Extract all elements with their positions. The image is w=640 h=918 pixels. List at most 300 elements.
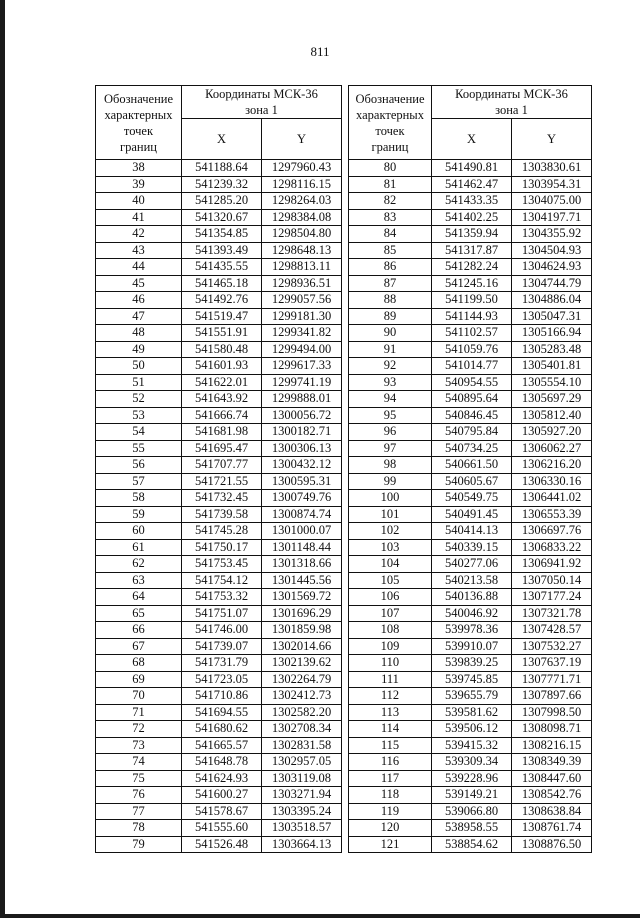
table-row: [349, 209, 592, 226]
x-coordinate-cell: 541317.87: [432, 242, 512, 259]
table-row: [349, 638, 592, 655]
table-row: [349, 457, 592, 474]
y-coordinate-cell: 1301000.07: [262, 523, 342, 540]
point-number-cell: 96: [349, 424, 432, 441]
point-label-line: точек: [123, 123, 154, 138]
page-number: 811: [310, 44, 330, 59]
y-coordinate-cell: 1299494.00: [262, 341, 342, 358]
point-number-cell: 66: [96, 622, 182, 639]
table-row: [96, 374, 342, 391]
point-number-cell: 110: [349, 655, 432, 672]
table-row: [96, 770, 342, 787]
y-coordinate-cell: 1306553.39: [512, 506, 592, 523]
table-row: [96, 556, 342, 573]
point-number-cell: 73: [96, 737, 182, 754]
point-number-cell: 50: [96, 358, 182, 375]
point-number-cell: 72: [96, 721, 182, 738]
point-number-cell: 38: [96, 160, 182, 177]
point-number-cell: 95: [349, 407, 432, 424]
x-coordinate-cell: 541580.48: [182, 341, 262, 358]
x-coordinate-cell: 540414.13: [432, 523, 512, 540]
table-row: [96, 754, 342, 771]
coords-title-line2: зона 1: [495, 103, 528, 117]
table-row: [96, 737, 342, 754]
x-coordinate-cell: 541681.98: [182, 424, 262, 441]
y-coordinate-cell: 1297960.43: [262, 160, 342, 177]
point-number-cell: 83: [349, 209, 432, 226]
point-number-cell: 94: [349, 391, 432, 408]
y-coordinate-cell: 1308761.74: [512, 820, 592, 837]
point-number-cell: 99: [349, 473, 432, 490]
point-number-cell: 108: [349, 622, 432, 639]
table-row: [96, 341, 342, 358]
x-coordinate-cell: 541492.76: [182, 292, 262, 309]
x-coordinate-cell: 540277.06: [432, 556, 512, 573]
coordinates-table-left: [95, 85, 342, 853]
x-coordinate-cell: 541402.25: [432, 209, 512, 226]
point-number-cell: 47: [96, 308, 182, 325]
x-coordinate-cell: 538854.62: [432, 836, 512, 853]
point-number-cell: 100: [349, 490, 432, 507]
y-coordinate-cell: 1303119.08: [262, 770, 342, 787]
table-row: [96, 259, 342, 276]
x-coordinate-cell: 541753.45: [182, 556, 262, 573]
x-coordinate-cell: 541750.17: [182, 539, 262, 556]
x-coordinate-cell: 540339.15: [432, 539, 512, 556]
coords-title-header: [432, 86, 592, 119]
y-coordinate-cell: 1303271.94: [262, 787, 342, 804]
x-coordinate-cell: 541710.86: [182, 688, 262, 705]
y-coordinate-cell: 1304624.93: [512, 259, 592, 276]
x-coordinate-cell: 540734.25: [432, 440, 512, 457]
point-number-cell: 62: [96, 556, 182, 573]
y-coordinate-cell: 1307177.24: [512, 589, 592, 606]
table-row: [96, 539, 342, 556]
table-row: [96, 242, 342, 259]
x-coordinate-cell: 539581.62: [432, 704, 512, 721]
point-number-cell: 69: [96, 671, 182, 688]
x-coordinate-cell: 541285.20: [182, 193, 262, 210]
point-number-cell: 103: [349, 539, 432, 556]
x-coordinate-cell: 541601.93: [182, 358, 262, 375]
point-number-cell: 89: [349, 308, 432, 325]
point-number-cell: 40: [96, 193, 182, 210]
point-label-line: точек: [375, 123, 405, 138]
x-coordinate-cell: 539745.85: [432, 671, 512, 688]
x-coordinate-cell: 541746.00: [182, 622, 262, 639]
point-number-cell: 68: [96, 655, 182, 672]
table-row: [96, 638, 342, 655]
table-row: [349, 226, 592, 243]
x-coordinate-cell: 541666.74: [182, 407, 262, 424]
point-number-cell: 116: [349, 754, 432, 771]
y-coordinate-cell: 1307532.27: [512, 638, 592, 655]
x-coordinate-cell: 540213.58: [432, 572, 512, 589]
y-coordinate-cell: 1305283.48: [512, 341, 592, 358]
table-row: [349, 671, 592, 688]
table-row: [349, 589, 592, 606]
point-number-cell: 86: [349, 259, 432, 276]
table-row: [96, 704, 342, 721]
table-row: [349, 374, 592, 391]
x-coordinate-cell: 541721.55: [182, 473, 262, 490]
y-coordinate-cell: 1305047.31: [512, 308, 592, 325]
column-y-header: Y: [512, 119, 592, 160]
table-row: [349, 407, 592, 424]
point-number-cell: 74: [96, 754, 182, 771]
table-row: [96, 440, 342, 457]
y-coordinate-cell: 1302708.34: [262, 721, 342, 738]
coordinates-table-right: [348, 85, 592, 853]
table-row: [349, 341, 592, 358]
table-row: [96, 209, 342, 226]
x-coordinate-cell: 541354.85: [182, 226, 262, 243]
table-row: [349, 605, 592, 622]
x-coordinate-cell: 540136.88: [432, 589, 512, 606]
x-coordinate-cell: 541745.28: [182, 523, 262, 540]
table-row: [96, 655, 342, 672]
x-coordinate-cell: 541199.50: [432, 292, 512, 309]
table-row: [349, 490, 592, 507]
point-number-cell: 78: [96, 820, 182, 837]
y-coordinate-cell: 1305697.29: [512, 391, 592, 408]
table-row: [96, 688, 342, 705]
y-coordinate-cell: 1298648.13: [262, 242, 342, 259]
point-number-cell: 117: [349, 770, 432, 787]
table-row: [96, 622, 342, 639]
x-coordinate-cell: 541739.58: [182, 506, 262, 523]
point-number-cell: 104: [349, 556, 432, 573]
x-coordinate-cell: 539910.07: [432, 638, 512, 655]
y-coordinate-cell: 1305927.20: [512, 424, 592, 441]
table-row: [96, 572, 342, 589]
point-number-cell: 64: [96, 589, 182, 606]
point-number-cell: 42: [96, 226, 182, 243]
y-coordinate-cell: 1304744.79: [512, 275, 592, 292]
point-number-cell: 121: [349, 836, 432, 853]
x-coordinate-cell: 541014.77: [432, 358, 512, 375]
point-label-line: Обозначение: [355, 91, 425, 106]
x-coordinate-cell: 541753.32: [182, 589, 262, 606]
table-row: [349, 539, 592, 556]
point-number-cell: 85: [349, 242, 432, 259]
y-coordinate-cell: 1298116.15: [262, 176, 342, 193]
table-row: [349, 259, 592, 276]
point-number-cell: 109: [349, 638, 432, 655]
table-row: [349, 523, 592, 540]
point-label-line: границ: [371, 139, 409, 154]
table-row: [349, 193, 592, 210]
x-coordinate-cell: 539655.79: [432, 688, 512, 705]
x-coordinate-cell: 541624.93: [182, 770, 262, 787]
y-coordinate-cell: 1307428.57: [512, 622, 592, 639]
table-row: [96, 803, 342, 820]
y-coordinate-cell: 1308638.84: [512, 803, 592, 820]
point-number-cell: 81: [349, 176, 432, 193]
x-coordinate-cell: 541555.60: [182, 820, 262, 837]
table-row: [349, 506, 592, 523]
table-row: [349, 655, 592, 672]
y-coordinate-cell: 1302957.05: [262, 754, 342, 771]
point-number-cell: 67: [96, 638, 182, 655]
point-number-cell: 76: [96, 787, 182, 804]
column-y-header: Y: [262, 119, 342, 160]
table-row: [96, 457, 342, 474]
column-x-header: X: [432, 119, 512, 160]
table-row: [96, 589, 342, 606]
x-coordinate-cell: 539309.34: [432, 754, 512, 771]
point-number-cell: 91: [349, 341, 432, 358]
point-number-cell: 57: [96, 473, 182, 490]
x-coordinate-cell: 541731.79: [182, 655, 262, 672]
y-coordinate-cell: 1300595.31: [262, 473, 342, 490]
x-coordinate-cell: 540954.55: [432, 374, 512, 391]
y-coordinate-cell: 1302139.62: [262, 655, 342, 672]
table-row: [96, 391, 342, 408]
y-coordinate-cell: 1306216.20: [512, 457, 592, 474]
y-coordinate-cell: 1302582.20: [262, 704, 342, 721]
x-coordinate-cell: 541643.92: [182, 391, 262, 408]
table-row: [96, 275, 342, 292]
y-coordinate-cell: 1307771.71: [512, 671, 592, 688]
y-coordinate-cell: 1303395.24: [262, 803, 342, 820]
scan-edge-left: [0, 0, 5, 918]
point-number-cell: 46: [96, 292, 182, 309]
y-coordinate-cell: 1298936.51: [262, 275, 342, 292]
x-coordinate-cell: 540605.67: [432, 473, 512, 490]
point-number-cell: 115: [349, 737, 432, 754]
table-row: [96, 506, 342, 523]
y-coordinate-cell: 1298384.08: [262, 209, 342, 226]
point-label-line: Обозначение: [103, 91, 174, 106]
point-number-cell: 107: [349, 605, 432, 622]
y-coordinate-cell: 1299888.01: [262, 391, 342, 408]
table-row: [96, 176, 342, 193]
point-label-header: [96, 86, 182, 160]
y-coordinate-cell: 1303830.61: [512, 160, 592, 177]
x-coordinate-cell: 540549.75: [432, 490, 512, 507]
y-coordinate-cell: 1308098.71: [512, 721, 592, 738]
y-coordinate-cell: 1303664.13: [262, 836, 342, 853]
table-row: [349, 440, 592, 457]
y-coordinate-cell: 1308216.15: [512, 737, 592, 754]
point-number-cell: 59: [96, 506, 182, 523]
point-number-cell: 79: [96, 836, 182, 853]
y-coordinate-cell: 1301445.56: [262, 572, 342, 589]
point-number-cell: 113: [349, 704, 432, 721]
x-coordinate-cell: 541433.35: [432, 193, 512, 210]
x-coordinate-cell: 541393.49: [182, 242, 262, 259]
point-label-line: границ: [120, 139, 157, 154]
point-number-cell: 84: [349, 226, 432, 243]
x-coordinate-cell: 541723.05: [182, 671, 262, 688]
y-coordinate-cell: 1306441.02: [512, 490, 592, 507]
table-row: [96, 490, 342, 507]
table-row: [96, 836, 342, 853]
point-number-cell: 61: [96, 539, 182, 556]
x-coordinate-cell: 541245.16: [432, 275, 512, 292]
table-row: [349, 721, 592, 738]
y-coordinate-cell: 1301696.29: [262, 605, 342, 622]
y-coordinate-cell: 1301569.72: [262, 589, 342, 606]
y-coordinate-cell: 1301148.44: [262, 539, 342, 556]
table-row: [349, 160, 592, 177]
point-number-cell: 41: [96, 209, 182, 226]
y-coordinate-cell: 1300056.72: [262, 407, 342, 424]
point-number-cell: 80: [349, 160, 432, 177]
table-row: [349, 787, 592, 804]
table-body-left: [96, 160, 342, 853]
table-row: [349, 770, 592, 787]
y-coordinate-cell: 1302831.58: [262, 737, 342, 754]
point-number-cell: 53: [96, 407, 182, 424]
coords-title-line1: Координаты МСК-36: [455, 87, 568, 101]
point-number-cell: 43: [96, 242, 182, 259]
table-row: [96, 358, 342, 375]
table-row: [349, 820, 592, 837]
y-coordinate-cell: 1303954.31: [512, 176, 592, 193]
point-number-cell: 52: [96, 391, 182, 408]
table-row: [349, 292, 592, 309]
point-number-cell: 112: [349, 688, 432, 705]
x-coordinate-cell: 541526.48: [182, 836, 262, 853]
x-coordinate-cell: 541490.81: [432, 160, 512, 177]
point-number-cell: 90: [349, 325, 432, 342]
scan-edge-bottom: [0, 914, 640, 918]
table-row: [96, 787, 342, 804]
point-label-line: характерных: [356, 107, 424, 122]
x-coordinate-cell: 541144.93: [432, 308, 512, 325]
point-number-cell: 77: [96, 803, 182, 820]
y-coordinate-cell: 1308542.76: [512, 787, 592, 804]
x-coordinate-cell: 540661.50: [432, 457, 512, 474]
y-coordinate-cell: 1301859.98: [262, 622, 342, 639]
point-number-cell: 114: [349, 721, 432, 738]
table-body-right: [349, 160, 592, 853]
point-number-cell: 71: [96, 704, 182, 721]
y-coordinate-cell: 1299741.19: [262, 374, 342, 391]
table-row: [349, 622, 592, 639]
table-row: [96, 160, 342, 177]
x-coordinate-cell: 541282.24: [432, 259, 512, 276]
point-number-cell: 45: [96, 275, 182, 292]
x-coordinate-cell: 540895.64: [432, 391, 512, 408]
y-coordinate-cell: 1303518.57: [262, 820, 342, 837]
point-number-cell: 105: [349, 572, 432, 589]
table-row: [349, 424, 592, 441]
y-coordinate-cell: 1305812.40: [512, 407, 592, 424]
point-label-header: [349, 86, 432, 160]
y-coordinate-cell: 1307050.14: [512, 572, 592, 589]
table-row: [96, 473, 342, 490]
point-number-cell: 75: [96, 770, 182, 787]
x-coordinate-cell: 541739.07: [182, 638, 262, 655]
y-coordinate-cell: 1307998.50: [512, 704, 592, 721]
point-number-cell: 82: [349, 193, 432, 210]
coords-title-header: [182, 86, 342, 119]
point-number-cell: 60: [96, 523, 182, 540]
y-coordinate-cell: 1305554.10: [512, 374, 592, 391]
table-row: [349, 803, 592, 820]
table-row: [349, 325, 592, 342]
x-coordinate-cell: 539978.36: [432, 622, 512, 639]
y-coordinate-cell: 1304886.04: [512, 292, 592, 309]
y-coordinate-cell: 1300432.12: [262, 457, 342, 474]
y-coordinate-cell: 1299617.33: [262, 358, 342, 375]
point-number-cell: 119: [349, 803, 432, 820]
x-coordinate-cell: 541754.12: [182, 572, 262, 589]
y-coordinate-cell: 1305401.81: [512, 358, 592, 375]
y-coordinate-cell: 1306833.22: [512, 539, 592, 556]
y-coordinate-cell: 1298504.80: [262, 226, 342, 243]
point-number-cell: 92: [349, 358, 432, 375]
point-number-cell: 88: [349, 292, 432, 309]
point-label-line: характерных: [104, 107, 173, 122]
table-row: [349, 737, 592, 754]
y-coordinate-cell: 1306697.76: [512, 523, 592, 540]
table-row: [96, 325, 342, 342]
point-number-cell: 51: [96, 374, 182, 391]
table-row: [349, 704, 592, 721]
table-row: [349, 391, 592, 408]
point-number-cell: 98: [349, 457, 432, 474]
x-coordinate-cell: 541435.55: [182, 259, 262, 276]
table-row: [96, 407, 342, 424]
x-coordinate-cell: 540491.45: [432, 506, 512, 523]
x-coordinate-cell: 540046.92: [432, 605, 512, 622]
point-number-cell: 111: [349, 671, 432, 688]
y-coordinate-cell: 1307321.78: [512, 605, 592, 622]
y-coordinate-cell: 1304075.00: [512, 193, 592, 210]
table-row: [96, 671, 342, 688]
y-coordinate-cell: 1308876.50: [512, 836, 592, 853]
y-coordinate-cell: 1300182.71: [262, 424, 342, 441]
x-coordinate-cell: 541239.32: [182, 176, 262, 193]
point-number-cell: 93: [349, 374, 432, 391]
table-row: [96, 523, 342, 540]
table-row: [349, 754, 592, 771]
point-number-cell: 102: [349, 523, 432, 540]
x-coordinate-cell: 541665.57: [182, 737, 262, 754]
x-coordinate-cell: 539228.96: [432, 770, 512, 787]
table-row: [96, 721, 342, 738]
y-coordinate-cell: 1299181.30: [262, 308, 342, 325]
coords-title-line2: зона 1: [245, 103, 278, 117]
x-coordinate-cell: 540795.84: [432, 424, 512, 441]
point-number-cell: 120: [349, 820, 432, 837]
x-coordinate-cell: 539506.12: [432, 721, 512, 738]
x-coordinate-cell: 538958.55: [432, 820, 512, 837]
x-coordinate-cell: 541695.47: [182, 440, 262, 457]
y-coordinate-cell: 1307637.19: [512, 655, 592, 672]
table-row: [349, 836, 592, 853]
x-coordinate-cell: 541551.91: [182, 325, 262, 342]
table-row: [349, 688, 592, 705]
x-coordinate-cell: 541751.07: [182, 605, 262, 622]
column-x-header: X: [182, 119, 262, 160]
point-number-cell: 48: [96, 325, 182, 342]
point-number-cell: 63: [96, 572, 182, 589]
x-coordinate-cell: 539839.25: [432, 655, 512, 672]
y-coordinate-cell: 1299057.56: [262, 292, 342, 309]
point-number-cell: 55: [96, 440, 182, 457]
y-coordinate-cell: 1308447.60: [512, 770, 592, 787]
y-coordinate-cell: 1308349.39: [512, 754, 592, 771]
x-coordinate-cell: 541359.94: [432, 226, 512, 243]
point-number-cell: 54: [96, 424, 182, 441]
point-number-cell: 70: [96, 688, 182, 705]
x-coordinate-cell: 539415.32: [432, 737, 512, 754]
